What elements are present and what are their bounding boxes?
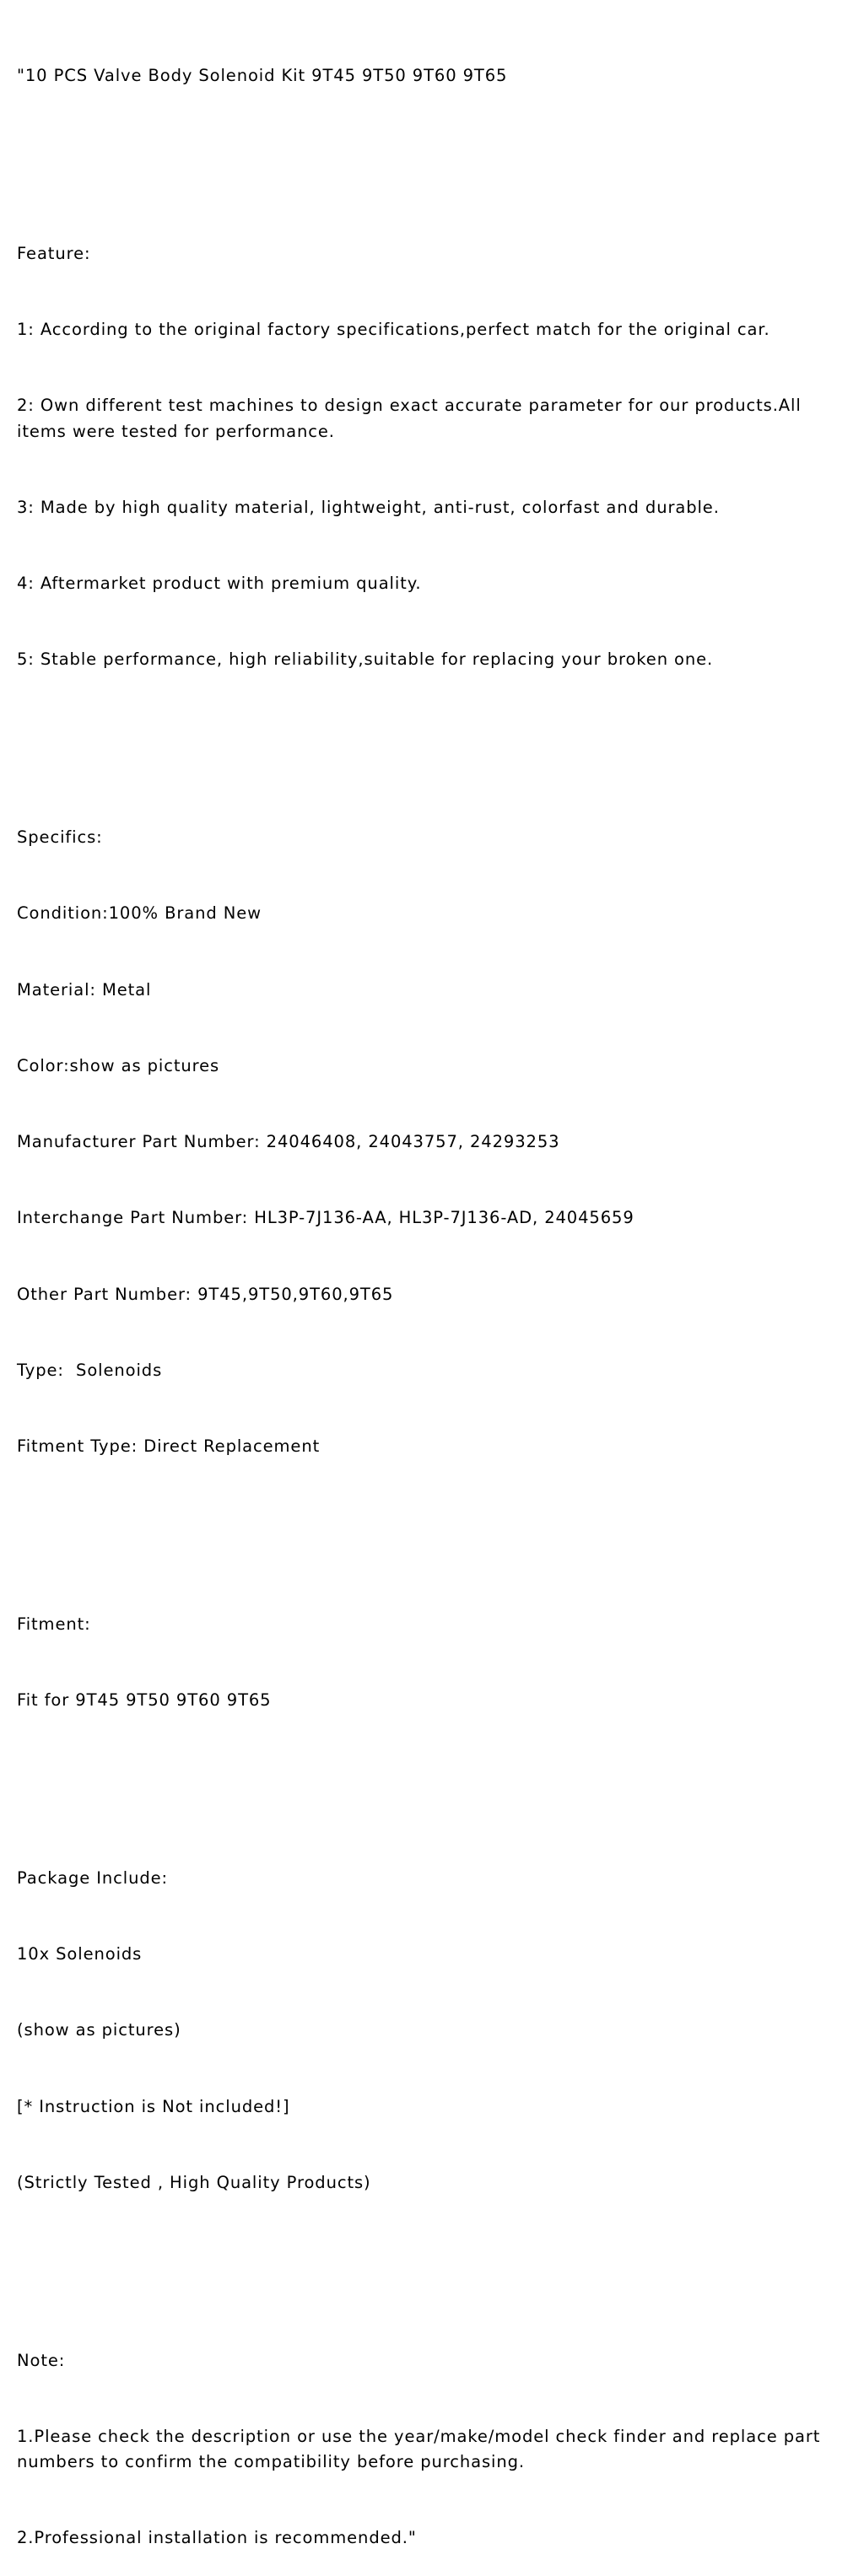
feature-item: 4: Aftermarket product with premium quality. <box>17 574 422 594</box>
feature-item: 2: Own different test machines to design exact accurate parameter for our products.All items were tested for performance. <box>17 396 807 441</box>
specifics-heading: Specifics: <box>17 827 103 847</box>
package-heading: Package Include: <box>17 1867 168 1888</box>
document-title: "10 PCS Valve Body Solenoid Kit 9T45 9T50 9T60 9T65 <box>17 66 508 86</box>
feature-item: 3: Made by high quality material, lightweight, anti-rust, colorfast and durable. <box>17 497 720 517</box>
note-item: 1.Please check the description or use the year/make/model check finder and replace part numbers to confirm the compatibility before purchasing. <box>17 2426 827 2471</box>
package-item: 10x Solenoids <box>17 1944 143 1964</box>
specifics-item: Condition:100% Brand New <box>17 903 262 924</box>
fitment-text: Fit for 9T45 9T50 9T60 9T65 <box>17 1690 272 1711</box>
specifics-item: Interchange Part Number: HL3P-7J136-AA, HL3P-7J136-AD, 24045659 <box>17 1208 634 1228</box>
blank-line <box>17 139 852 164</box>
blank-line <box>17 1511 852 1536</box>
feature-item: 5: Stable performance, high reliability,suitable for replacing your broken one. <box>17 649 714 670</box>
package-item: [* Instruction is Not included!] <box>17 2096 290 2116</box>
specifics-item: Type: Solenoids <box>17 1360 163 1380</box>
specifics-item: Other Part Number: 9T45,9T50,9T60,9T65 <box>17 1284 394 1304</box>
product-description <box>17 13 852 2576</box>
fitment-heading: Fitment: <box>17 1614 91 1634</box>
package-item: (Strictly Tested , High Quality Products) <box>17 2172 371 2192</box>
feature-item: 1: According to the original factory specifications,perfect match for the original car. <box>17 320 770 340</box>
blank-line <box>17 724 852 749</box>
blank-line <box>17 1764 852 1789</box>
specifics-item: Material: Metal <box>17 979 152 1000</box>
note-item: 2.Professional installation is recommended." <box>17 2528 417 2548</box>
specifics-item: Manufacturer Part Number: 24046408, 24043757, 24293253 <box>17 1132 560 1152</box>
specifics-item: Fitment Type: Direct Replacement <box>17 1436 321 1457</box>
feature-heading: Feature: <box>17 243 91 263</box>
blank-line <box>17 2246 852 2272</box>
note-heading: Note: <box>17 2350 66 2370</box>
specifics-item: Color:show as pictures <box>17 1055 220 1075</box>
package-item: (show as pictures) <box>17 2020 181 2040</box>
